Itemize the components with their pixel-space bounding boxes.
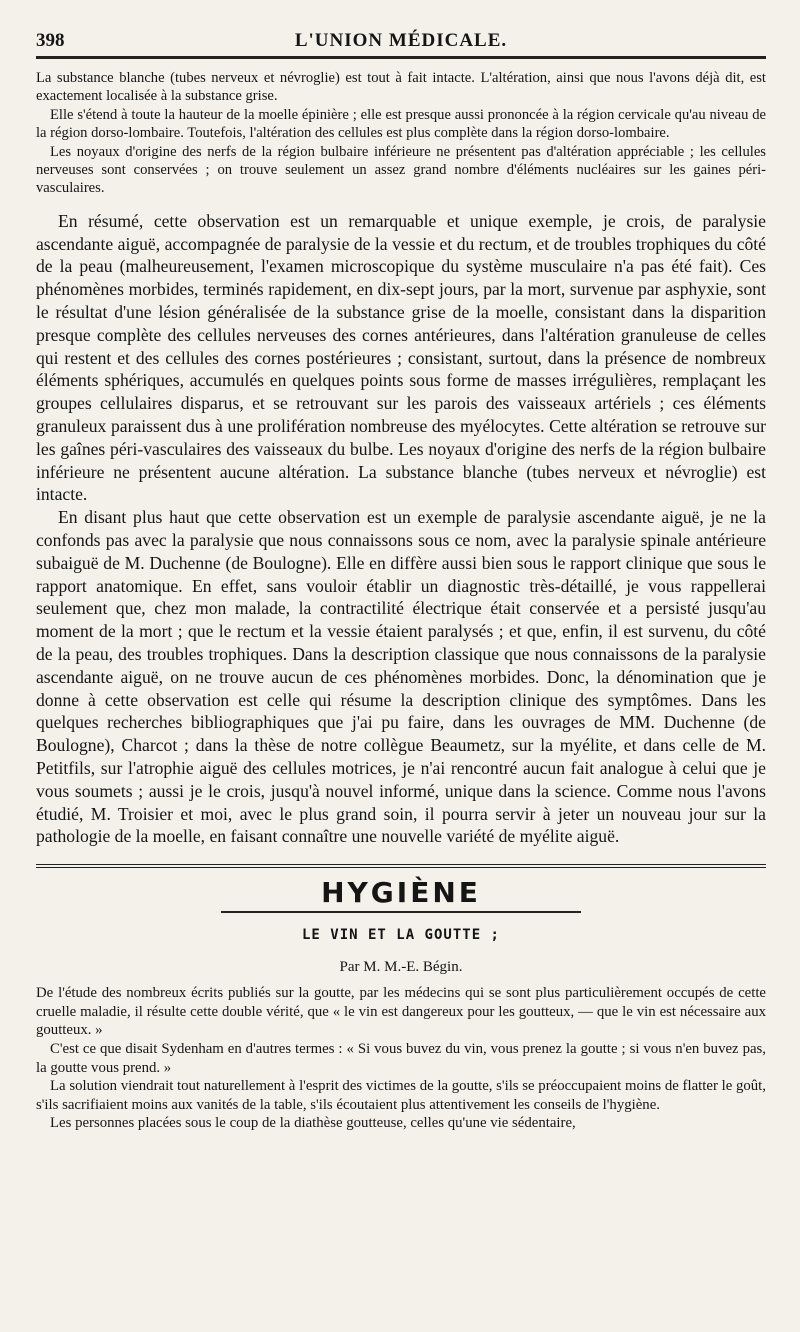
article-text (36, 984, 766, 1133)
running-header (36, 24, 766, 54)
article-paragraph: La solution viendrait tout naturellement à l'esprit des victimes de la goutte, s'ils se préoccupaient moins de flatter le goût, s'ils sacrifiaient moins aux vanités de la table, s'ils écoutaient plus attentivement les conseils de l'hygiène. (36, 1078, 766, 1113)
article-paragraph: Les personnes placées sous le coup de la diathèse goutteuse, celles qu'une vie sédentaire, (50, 1115, 576, 1132)
body-paragraph: En disant plus haut que cette observation est un exemple de paralysie ascendante aiguë, je ne la confonds pas avec la paralysie que nous connaissons sous ce nom, avec la paralysie spinale antérieure subaiguë de M. Duchenne (de Boulogne). Elle en diffère aussi bien sous le rapport clinique que sous le rapport anatomique. En effet, sans vouloir établir un diagnostic très-détaillé, je vous rappellerai seulement que, chez mon malade, la contractilité électrique était conservée et a persisté jusqu'au moment de la mort ; que le rectum et la vessie étaient paralysés ; et que, enfin, il est survenu, du côté de la peau, des troubles trophiques. Dans la description classique que nous connaissons de la paralysie ascendante aiguë, on ne trouve aucun de ces phénomènes morbides. Donc, la dénomination que je donne à cette observation est celle qui résume la description clinique des symptômes. Dans les quelques recherches bibliographiques que j'ai pu faire, dans les ouvrages de MM. Duchenne (de Boulogne), Charcot ; dans la thèse de notre collègue Beaumetz, sur la myélite, et dans celle de M. Petitfils, sur l'atrophie aiguë des cellules motrices, je n'ai rencontré aucun fait analogue à celui que je vous soumets ; aussi je le crois, jusqu'à nouvel informé, unique dans la science. Comme nous l'avons étudié, M. Troisier et moi, avec le plus grand soin, il pourra servir à jeter un nouveau jour sur la pathologie de la moelle, en faisant connaître une nouvelle variété de myélite aiguë. (36, 507, 766, 847)
journal-title: L'UNION MÉDICALE. (294, 30, 508, 51)
summary-block (36, 69, 766, 198)
article-paragraph: C'est ce que disait Sydenham en d'autres termes : « Si vous buvez du vin, vous prenez la goutte ; si vous n'en buvez pas, la goutte vous prend. » (36, 1040, 766, 1076)
summary-paragraph: Les noyaux d'origine des nerfs de la région bulbaire inférieure ne présentent pas d'altération appréciable ; les cellules nerveuses sont conservées ; on trouve seulement un assez grand nombre d'éléments nucléaires sur les gaines péri-vasculaires. (36, 143, 766, 197)
section-divider (36, 864, 766, 868)
section-title-rule (221, 911, 581, 913)
section-heading (36, 876, 766, 913)
summary-paragraph: Elle s'étend à toute la hauteur de la moelle épinière ; elle est presque aussi prononcée à la région cervicale qu'au niveau de la région dorso-lombaire. Toutefois, l'altération des cellules est plus complète dans la région dorso-lombaire. (36, 106, 766, 142)
article-paragraph: De l'étude des nombreux écrits publiés sur la goutte, par les médecins qui se sont plus particulièrement occupés de cette cruelle maladie, il résulte cette double vérité, que « le vin est dangereux pour les goutteux, — que le vin est nécessaire aux goutteux. » (36, 985, 766, 1039)
body-text (36, 210, 766, 848)
page (36, 24, 766, 1133)
section-title: HYGIÈNE (321, 876, 481, 910)
summary-paragraph: La substance blanche (tubes nerveux et névroglie) est tout à fait intacte. L'altération, ainsi que nous l'avons déjà dit, est exactement localisée à la substance grise. (36, 70, 766, 105)
page-number: 398 (36, 30, 65, 51)
header-rule (36, 56, 766, 59)
body-paragraph: En résumé, cette observation est un remarquable et unique exemple, je crois, de paralysie ascendante aiguë, accompagnée de paralysie de la vessie et du rectum, et de troubles trophiques du côté de la peau (malheureusement, l'examen microscopique du système musculaire n'a pas été fait). Ces phénomènes morbides, terminés rapidement, en dix-sept jours, par la mort, survenue par asphyxie, sont le résultat d'une lésion généralisée de la substance grise de la moelle, consistant dans la disparition presque complète des cellules nerveuses des cornes antérieures, dans l'altération granuleuse de celles qui restent et des cellules des cornes postérieures ; consistant, surtout, dans la présence de nombreux éléments sphériques, accumulés en quelques points sous forme de masses irrégulières, remplaçant les groupes cellulaires disparus, et se retrouvant sur les parois des vaisseaux artériels ; ces éléments granuleux paraissent dus à une prolifération nombreuse des myélocytes. Cette altération se retrouve sur les gaînes péri-vasculaires des vaisseaux du bulbe. Les noyaux d'origine des nerfs de la région bulbaire inférieure ne présentent aucune altération. La substance blanche (tubes nerveux et névroglie) est intacte. (36, 210, 766, 505)
article-author: Par M. M.-E. Bégin. (339, 959, 463, 976)
article-title: LE VIN ET LA GOUTTE ; (301, 927, 500, 944)
